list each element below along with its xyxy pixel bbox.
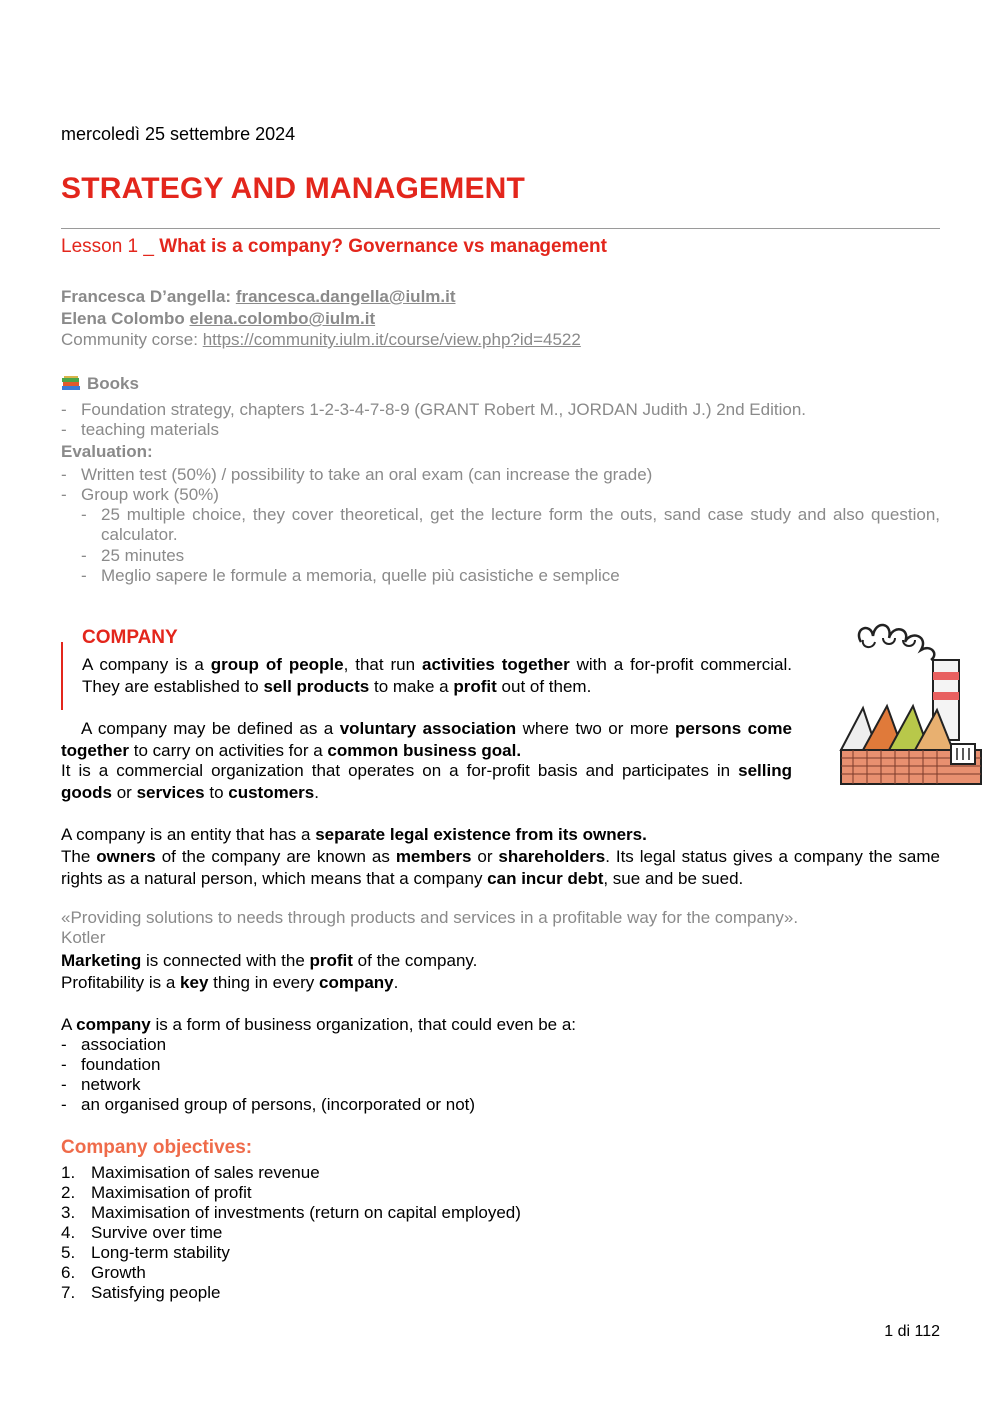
company-paragraph: A company may be defined as a voluntary association where two or more persons come together to carry on activities for a common business goal. bbox=[61, 719, 792, 760]
list-item: - association bbox=[61, 1035, 167, 1054]
list-item: 5. Long-term stability bbox=[61, 1243, 230, 1262]
community-label: Community corse: bbox=[61, 330, 203, 349]
community-line bbox=[61, 330, 581, 350]
contact-line bbox=[61, 309, 375, 329]
page-title: STRATEGY AND MANAGEMENT bbox=[61, 172, 526, 205]
lesson-heading bbox=[61, 236, 607, 258]
list-item: 3. Maximisation of investments (return on capital employed) bbox=[61, 1203, 521, 1222]
company-definition: A company is a group of people, that run activities together with a for-profit commercial. They are established to sell products to make a profit out of them. bbox=[82, 655, 792, 696]
list-item: - Written test (50%) / possibility to take an oral exam (can increase the grade) bbox=[61, 465, 653, 484]
page-number: 1 di 112 bbox=[884, 1323, 940, 1340]
company-paragraph: The owners of the company are known as members or shareholders. Its legal status gives a company the same rights as a natural person, which means that a company can incur debt, sue and be sued. bbox=[61, 847, 940, 888]
list-item: - an organised group of persons, (incorporated or not) bbox=[61, 1095, 476, 1114]
kotler-quote: «Providing solutions to needs through products and services in a profitable way for the company». bbox=[61, 908, 799, 927]
list-subitem: - Meglio sapere le formule a memoria, quelle più casistiche e semplice bbox=[81, 566, 620, 585]
contact-line bbox=[61, 287, 456, 307]
title-divider bbox=[61, 228, 940, 229]
list-item: - network bbox=[61, 1075, 141, 1094]
list-item: 2. Maximisation of profit bbox=[61, 1183, 252, 1202]
lesson-title: What is a company? Governance vs management bbox=[159, 236, 607, 257]
company-paragraph: It is a commercial organization that operates on a for-profit basis and participates in selling goods or services to customers. bbox=[61, 761, 792, 802]
list-item: - Group work (50%) bbox=[61, 485, 219, 504]
contact-name: Elena Colombo bbox=[61, 309, 190, 328]
list-item: - Foundation strategy, chapters 1-2-3-4-7-8-9 (GRANT Robert M., JORDAN Judith J.) 2nd Edition. bbox=[61, 400, 806, 419]
list-item: 1. Maximisation of sales revenue bbox=[61, 1163, 320, 1182]
document-page bbox=[61, 0, 940, 1415]
list-item: 7. Satisfying people bbox=[61, 1283, 221, 1302]
community-link[interactable]: https://community.iulm.it/course/view.php?id=4522 bbox=[202, 330, 581, 349]
company-heading: COMPANY bbox=[82, 627, 178, 648]
company-paragraph: A company is a form of business organization, that could even be a: bbox=[61, 1015, 577, 1034]
quote-author: Kotler bbox=[61, 928, 106, 947]
lesson-prefix: Lesson 1 _ bbox=[61, 236, 160, 257]
factory-illustration-icon bbox=[833, 620, 983, 790]
contact-email-link[interactable]: elena.colombo@iulm.it bbox=[189, 309, 376, 328]
company-paragraph: A company is an entity that has a separate legal existence from its owners. bbox=[61, 825, 647, 844]
list-item: 6. Growth bbox=[61, 1263, 146, 1282]
books-heading-label: Books bbox=[87, 374, 139, 393]
objectives-heading: Company objectives: bbox=[61, 1137, 253, 1158]
company-paragraph: Profitability is a key thing in every company. bbox=[61, 973, 399, 992]
page-date: mercoledì 25 settembre 2024 bbox=[61, 124, 296, 144]
contact-name: Francesca D’angella: bbox=[61, 287, 236, 306]
list-item: - foundation bbox=[61, 1055, 161, 1074]
books-heading bbox=[61, 374, 139, 394]
list-subitem: - 25 multiple choice, they cover theoretical, get the lecture form the outs, sand case study and also question, calculator. bbox=[81, 505, 940, 544]
books-icon bbox=[61, 375, 81, 391]
callout-bar bbox=[61, 642, 63, 710]
company-paragraph: Marketing is connected with the profit of the company. bbox=[61, 951, 478, 970]
list-item: - teaching materials bbox=[61, 420, 219, 439]
list-item: 4. Survive over time bbox=[61, 1223, 223, 1242]
list-subitem: - 25 minutes bbox=[81, 546, 185, 565]
evaluation-heading: Evaluation: bbox=[61, 442, 153, 461]
contact-email-link[interactable]: francesca.dangella@iulm.it bbox=[235, 287, 456, 306]
